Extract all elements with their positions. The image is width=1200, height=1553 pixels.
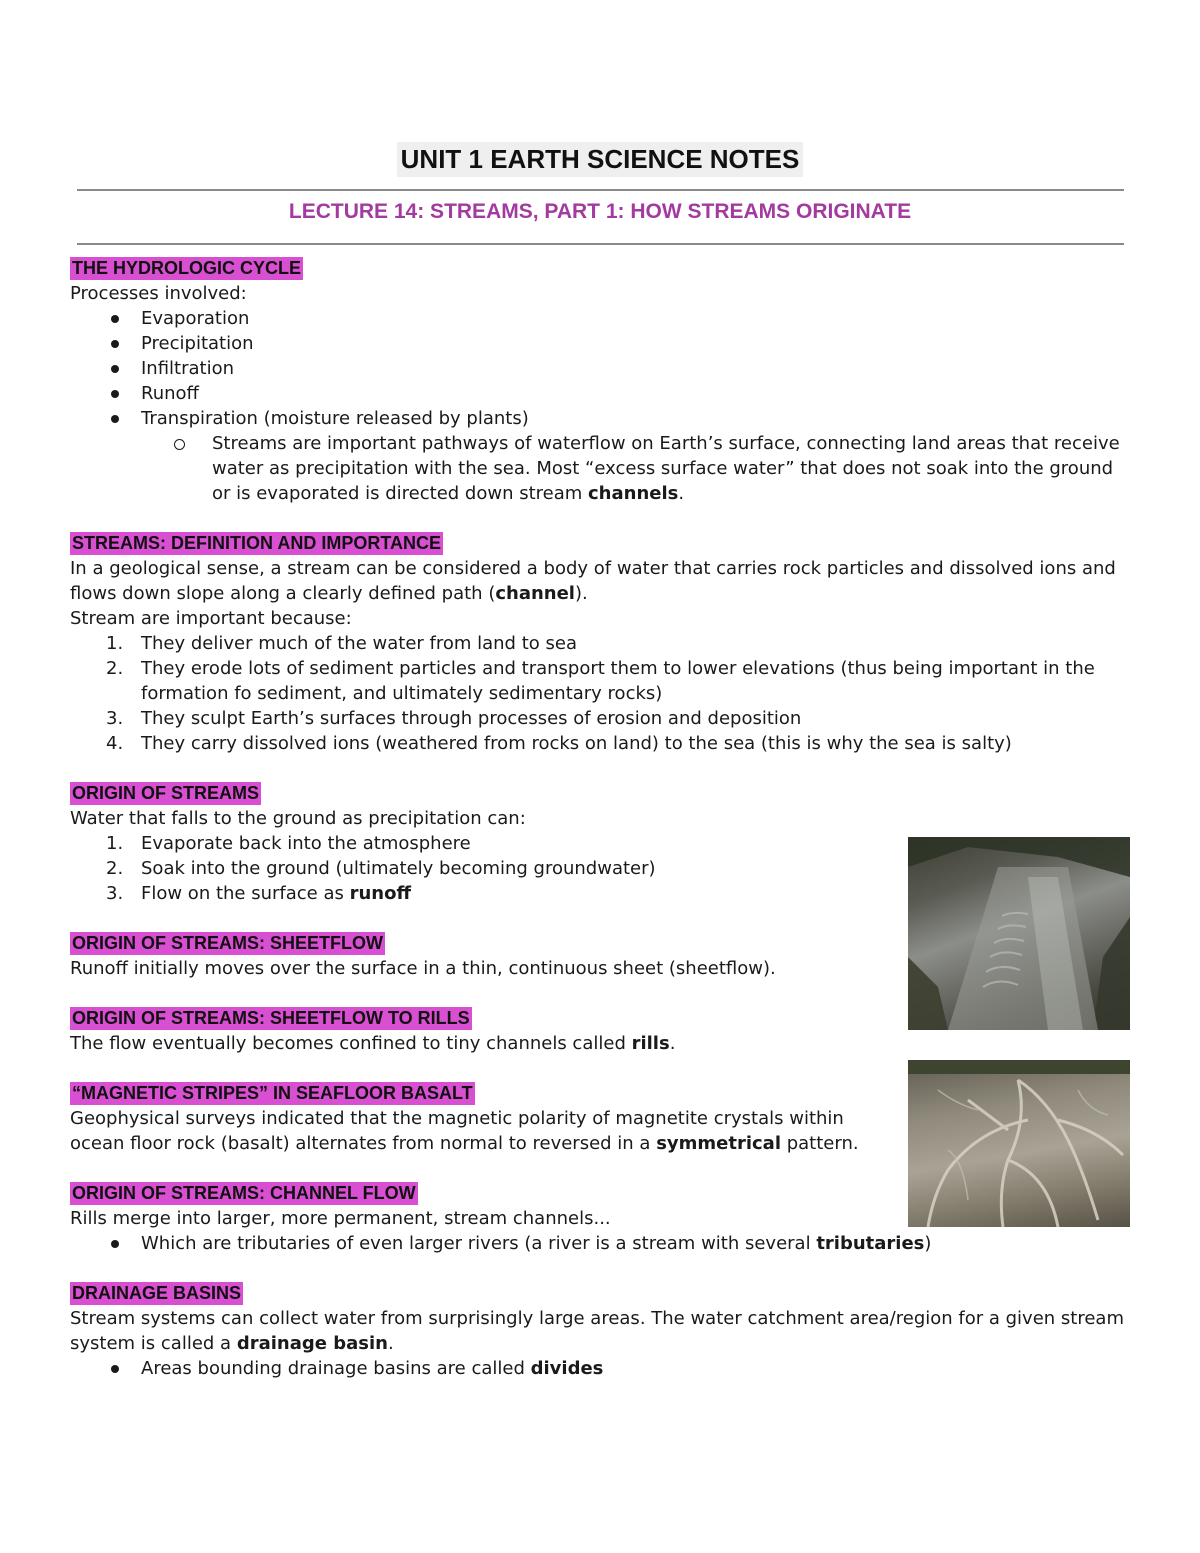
heading-sheetflow: ORIGIN OF STREAMS: SHEETFLOW <box>72 933 383 953</box>
heading-drainage-basins: DRAINAGE BASINS <box>72 1283 242 1303</box>
bottom-divider <box>77 243 1124 245</box>
bold-term: channels <box>588 483 679 504</box>
list-item <box>70 1231 1130 1256</box>
drainage-text: Stream systems can collect water from surprisingly large areas. The water catchment area/region for a given stream system is called a <box>70 1308 1124 1354</box>
list-text: They erode lots of sediment particles and transport them to lower elevations (thus being important in the formation fo sediment, and ultimately sedimentary rocks) <box>141 658 1095 704</box>
spacer <box>70 506 1130 531</box>
sub-text-end: . <box>678 483 685 504</box>
bold-term: divides <box>530 1358 604 1379</box>
list-text: They carry dissolved ions (weathered from rocks on land) to the sea (this is why the sea is salty) <box>141 733 1012 754</box>
list-item: Evaporation <box>70 306 1130 331</box>
bold-term: symmetrical <box>656 1133 781 1154</box>
rills-illustration <box>908 1060 1130 1227</box>
list-item: Precipitation <box>70 331 1130 356</box>
list-number: 3. <box>106 708 124 729</box>
channel-flow-list <box>70 1231 1130 1256</box>
list-number: 4. <box>106 733 124 754</box>
drainage-paragraph <box>70 1306 1130 1356</box>
list-number: 3. <box>106 883 124 904</box>
definition-text: In a geological sense, a stream can be considered a body of water that carries rock particles and dissolved ions and flows down slope along a clearly defined path ( <box>70 558 1116 604</box>
processes-intro: Processes involved: <box>70 283 247 304</box>
drainage-list <box>70 1356 1130 1381</box>
list-item <box>70 706 1130 731</box>
sub-text: Streams are important pathways of waterflow on Earth’s surface, connecting land areas that receive water as precipitation with the sea. Most “excess surface water” that does not soak into the ground or is evaporated is directed down stream <box>212 433 1120 504</box>
rills-photo <box>908 1060 1130 1227</box>
rills-paragraph <box>70 1031 1130 1056</box>
drainage-text-end: . <box>387 1333 394 1354</box>
bold-term: runoff <box>349 883 412 904</box>
magnetic-text-end: pattern. <box>781 1133 859 1154</box>
list-number: 1. <box>106 833 124 854</box>
importance-intro: Stream are important because: <box>70 608 352 629</box>
top-divider <box>77 189 1124 191</box>
heading-sheetflow-to-rills: ORIGIN OF STREAMS: SHEETFLOW TO RILLS <box>72 1008 470 1028</box>
bold-term: drainage basin <box>236 1333 388 1354</box>
bold-term: rills <box>631 1033 670 1054</box>
title-wrap <box>0 142 1200 177</box>
list-text: They sculpt Earth’s surfaces through processes of erosion and deposition <box>141 708 802 729</box>
definition-text-end: ). <box>574 583 588 604</box>
list-item <box>70 656 1130 706</box>
sheetflow-illustration <box>908 837 1130 1030</box>
list-item: Infiltration <box>70 356 1130 381</box>
list-text: Areas bounding drainage basins are called <box>141 1358 531 1379</box>
page-title: UNIT 1 EARTH SCIENCE NOTES <box>397 142 804 177</box>
list-item <box>70 631 1130 656</box>
heading-hydrologic-cycle: THE HYDROLOGIC CYCLE <box>72 258 302 278</box>
heading-origin-of-streams: ORIGIN OF STREAMS <box>72 783 260 803</box>
list-item <box>70 731 1130 756</box>
definition-paragraph <box>70 556 1130 606</box>
list-number: 2. <box>106 658 124 679</box>
rills-text-end: . <box>669 1033 676 1054</box>
list-number: 1. <box>106 633 124 654</box>
list-text: Evaporate back into the atmosphere <box>141 833 471 854</box>
list-text: Flow on the surface as <box>141 883 350 904</box>
list-text: Which are tributaries of even larger rivers (a river is a stream with several <box>141 1233 817 1254</box>
sheetflow-photo <box>908 837 1130 1030</box>
list-number: 2. <box>106 858 124 879</box>
sub-list-item <box>70 431 1130 506</box>
rills-text: The flow eventually becomes confined to tiny channels called <box>70 1033 632 1054</box>
sub-list <box>70 431 1130 506</box>
lecture-title: LECTURE 14: STREAMS, PART 1: HOW STREAMS ORIGINATE <box>288 200 912 223</box>
bold-term: tributaries <box>816 1233 925 1254</box>
list-text: They deliver much of the water from land to sea <box>141 633 577 654</box>
sheetflow-text: Runoff initially moves over the surface in a thin, continuous sheet (sheetflow). <box>70 958 776 979</box>
heading-magnetic-stripes: “MAGNETIC STRIPES” IN SEAFLOOR BASALT <box>72 1083 473 1103</box>
processes-list <box>70 306 1130 431</box>
spacer <box>70 1256 1130 1281</box>
channel-flow-text: Rills merge into larger, more permanent, stream channels... <box>70 1208 611 1229</box>
list-text: Soak into the ground (ultimately becoming groundwater) <box>141 858 656 879</box>
bold-term: channel <box>495 583 575 604</box>
heading-streams-definition: STREAMS: DEFINITION AND IMPORTANCE <box>72 533 441 553</box>
importance-list <box>70 631 1130 756</box>
list-item: Transpiration (moisture released by plants) <box>70 406 1130 431</box>
list-text-end: ) <box>924 1233 932 1254</box>
heading-channel-flow: ORIGIN OF STREAMS: CHANNEL FLOW <box>72 1183 416 1203</box>
magnetic-text: Geophysical surveys indicated that the magnetic polarity of magnetite crystals within ocean floor rock (basalt) alternates from normal to reversed in a <box>70 1108 844 1154</box>
spacer <box>70 756 1130 781</box>
origin-intro: Water that falls to the ground as precipitation can: <box>70 808 526 829</box>
list-item <box>70 1356 1130 1381</box>
magnetic-paragraph <box>70 1106 860 1156</box>
list-item: Runoff <box>70 381 1130 406</box>
